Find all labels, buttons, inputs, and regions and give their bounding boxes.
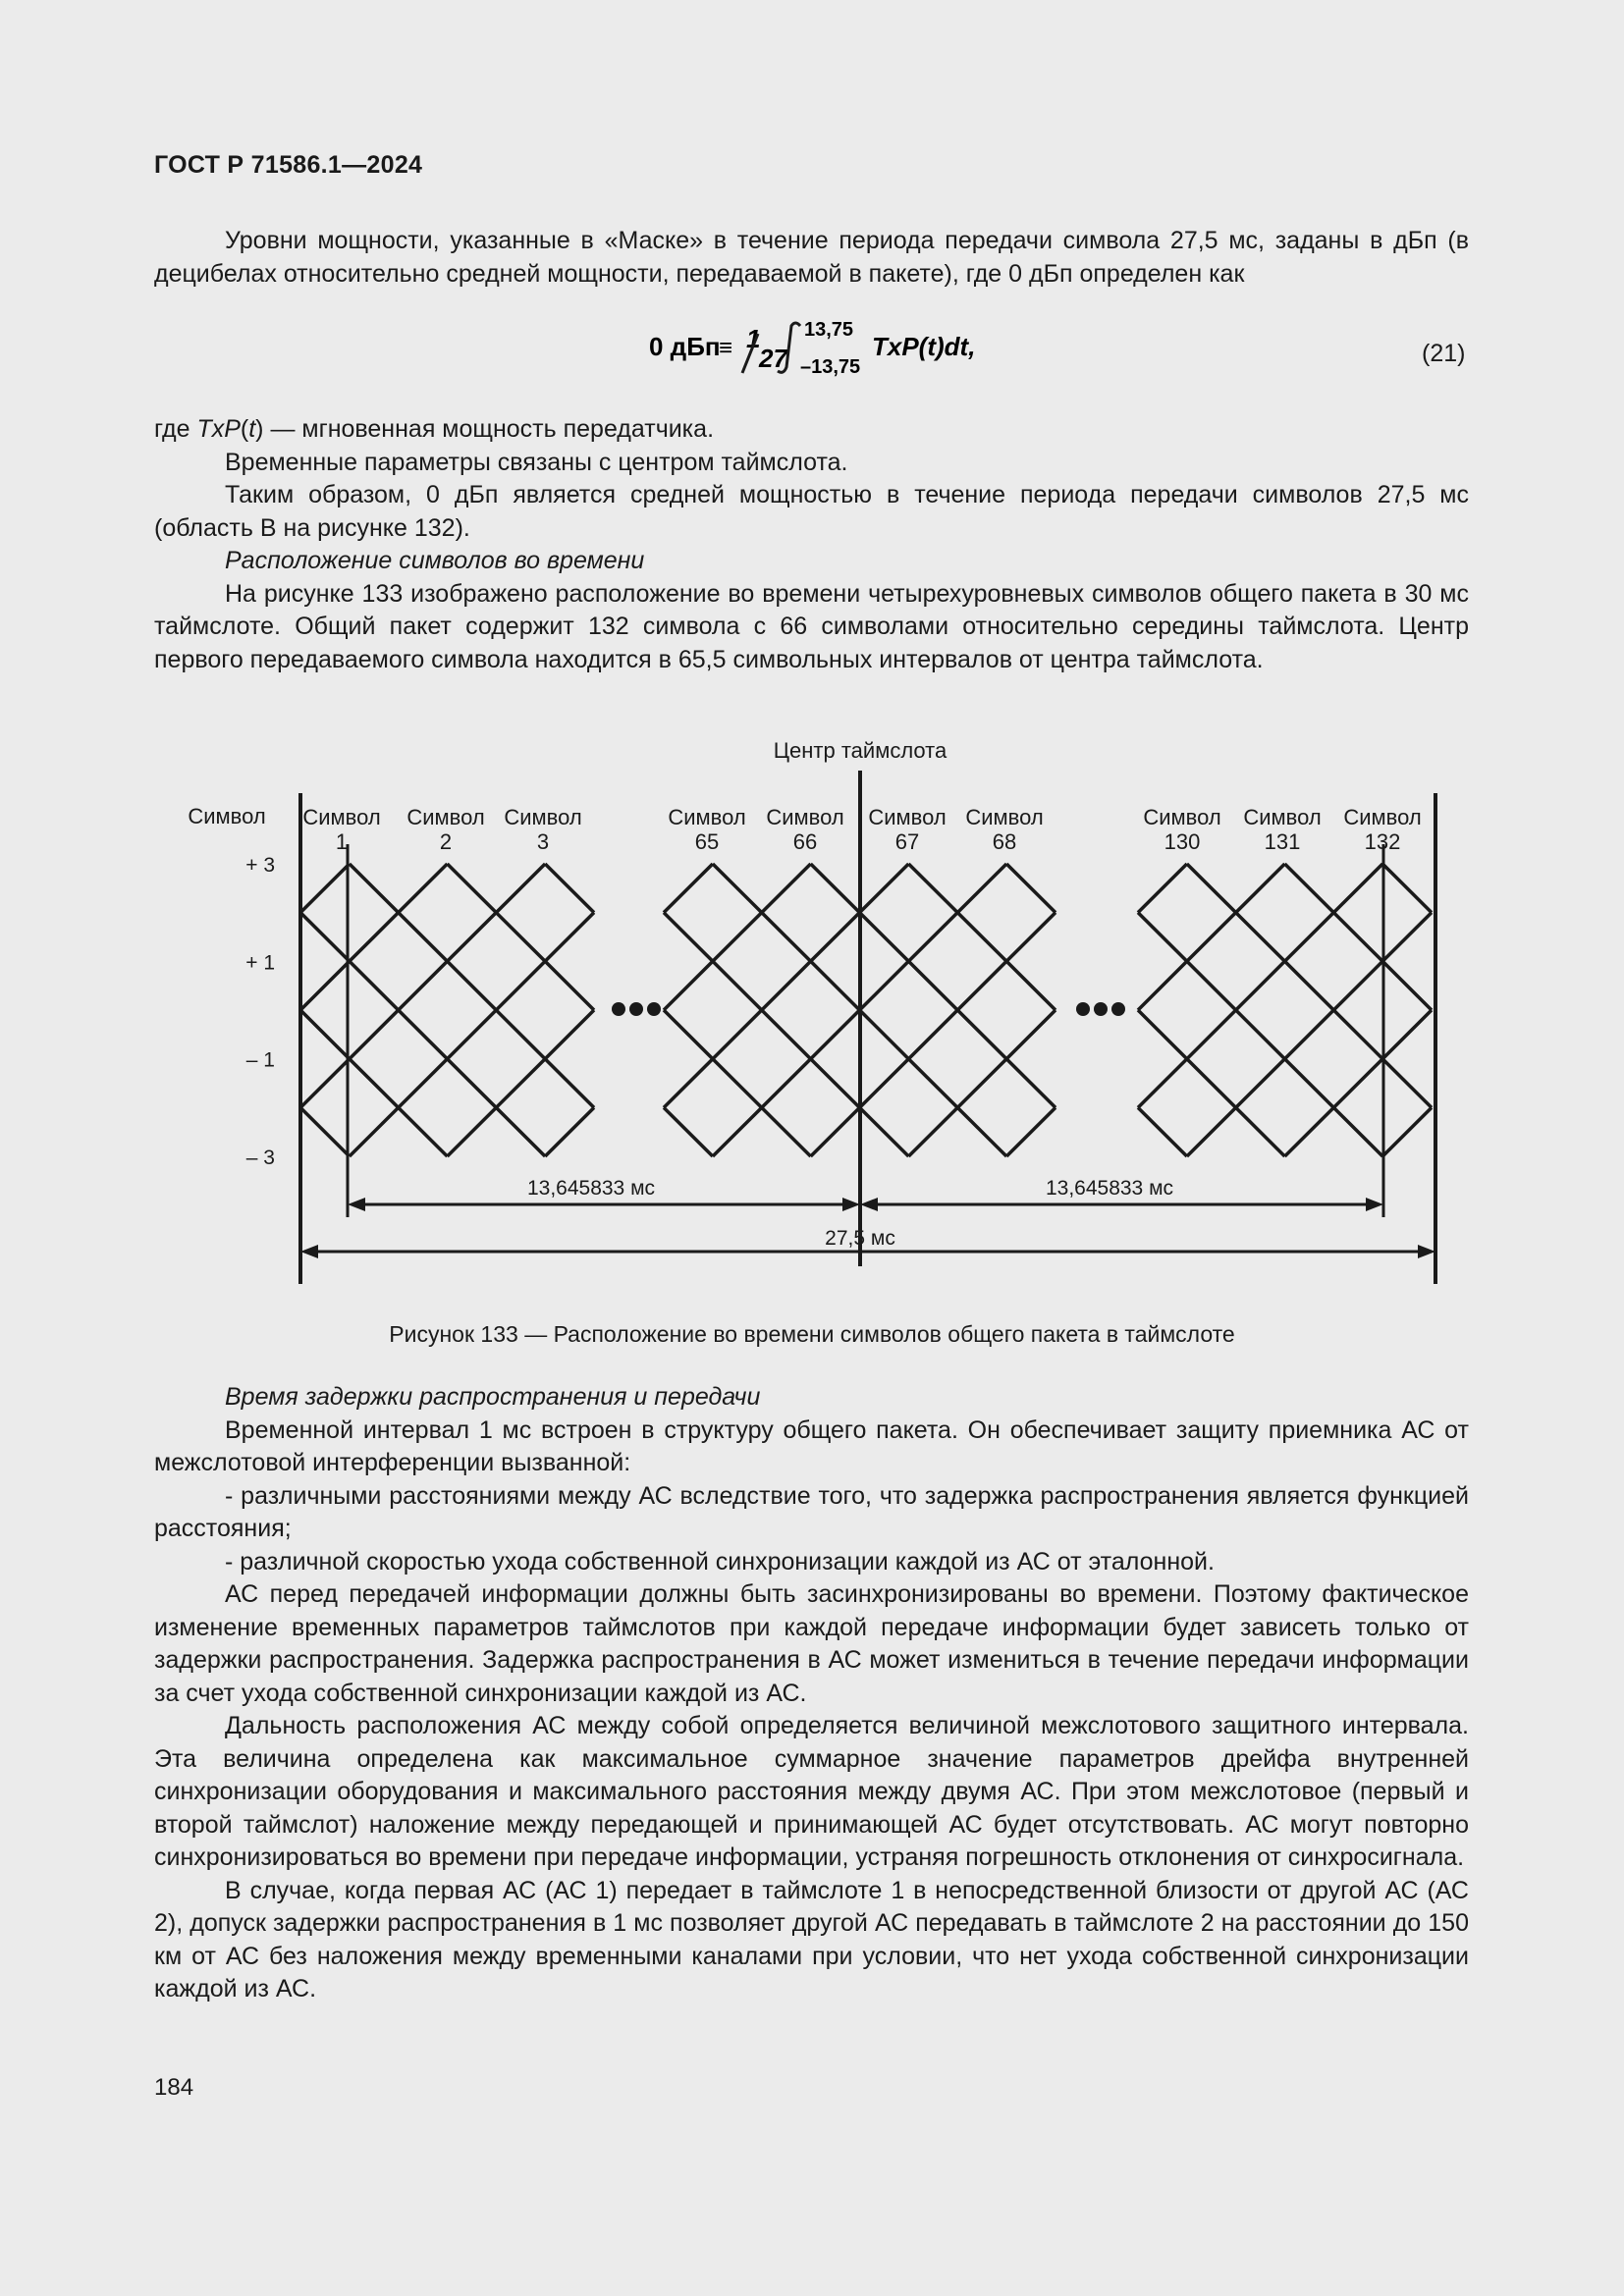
- eye-group-left-seg: [496, 961, 545, 1010]
- ellipsis-dot: [1094, 1002, 1108, 1016]
- eye-group-left-seg: [496, 1107, 545, 1156]
- eye-group-middle-seg: [957, 913, 1006, 962]
- eye-group-left-seg: [496, 1010, 545, 1059]
- formula-21: [0, 312, 1624, 381]
- symbol-word-label: Символ: [868, 805, 947, 829]
- eye-group-left-seg: [399, 913, 448, 962]
- eye-group-middle-seg: [957, 1010, 1006, 1059]
- formula-upper-limit: 13,75: [804, 319, 854, 341]
- body-paragraph-1: Временной интервал 1 мс встроен в структуру общего пакета. Он обеспечивает защиту приемника АС от межслотовой интерференции вызванной:: [154, 1415, 1469, 1476]
- eye-group-middle-seg: [908, 1010, 957, 1059]
- eye-group-middle-seg: [762, 1010, 811, 1059]
- level-label: – 3: [245, 1147, 275, 1169]
- eye-group-right-seg: [1236, 1107, 1285, 1156]
- ellipsis-dot: [1076, 1002, 1090, 1016]
- eye-group-middle-seg: [908, 864, 957, 913]
- where-prefix: где: [154, 415, 197, 443]
- level-label: + 3: [245, 854, 275, 877]
- formula-numerator: 1: [746, 324, 761, 353]
- symbol-number-label: 3: [536, 829, 550, 854]
- eye-group-right-seg: [1382, 913, 1432, 962]
- eye-group-right-seg: [1138, 864, 1187, 913]
- eye-group-middle-seg: [1006, 913, 1056, 962]
- eye-group-middle-seg: [664, 961, 713, 1010]
- symbol-word-label: Символ: [302, 805, 381, 829]
- eye-group-middle-seg: [713, 864, 762, 913]
- symbol-number-label: 132: [1364, 829, 1401, 854]
- eye-group-middle-seg: [811, 1010, 860, 1059]
- eye-group-left-seg: [399, 1059, 448, 1108]
- eye-group-middle-seg: [1006, 864, 1056, 913]
- eye-group-left-seg: [448, 1059, 497, 1108]
- symbol-number-label: 130: [1164, 829, 1201, 854]
- formula-lower-limit: –13,75: [800, 356, 861, 378]
- eye-group-right-seg: [1187, 864, 1236, 913]
- eye-group-left-seg: [448, 864, 497, 913]
- where-line: [154, 413, 1469, 447]
- eye-group-right-seg: [1236, 1010, 1285, 1059]
- eye-group-right-seg: [1187, 913, 1236, 962]
- eye-group-right-seg: [1382, 961, 1432, 1010]
- eye-group-left-seg: [350, 1107, 399, 1156]
- eye-group-left-seg: [448, 1107, 497, 1156]
- where-rest: ) — мгновенная мощность передатчика.: [255, 415, 715, 443]
- figure-labels: [188, 738, 1421, 1250]
- formula-denominator: 27: [759, 344, 787, 373]
- symbol-word-label: Символ: [965, 805, 1044, 829]
- eye-group-middle-seg: [713, 961, 762, 1010]
- symbol-number-label: 131: [1264, 829, 1301, 854]
- eye-group-right-seg: [1187, 1107, 1236, 1156]
- eye-group-left-seg: [300, 1059, 350, 1108]
- ellipsis-dot: [1111, 1002, 1125, 1016]
- eye-group-middle-seg: [713, 1107, 762, 1156]
- delay-heading: Время задержки распространения и передачи: [225, 1383, 761, 1411]
- eye-group-middle-seg: [811, 961, 860, 1010]
- thus-paragraph: Таким образом, 0 дБп является средней мощностью в течение периода передачи символов 27,5 мс (область В на рисунке 132).: [154, 481, 1469, 542]
- eye-group-right-seg: [1138, 913, 1187, 962]
- body-paragraph-5: Дальность расположения АС между собой определяется величиной межслотового защитного интервала. Эта величина определена как максимальное суммарное значение параметров дрейфа внутренней синхронизации оборудования и максимального расстояния между двумя АС. При этом межслотовое (первый и второй таймслот) наложение между передающей и принимающей АС будет отсутствовать. АС могут повторно синхронизироваться во времени при передаче информации, устраняя погрешность отклонения от синхросигнала.: [154, 1712, 1469, 1871]
- eye-group-middle-seg: [860, 1059, 909, 1108]
- eye-group-middle-seg: [860, 1107, 909, 1156]
- eye-group-middle-seg: [664, 864, 713, 913]
- eye-group-right-seg: [1382, 1107, 1432, 1156]
- eye-group-left-seg: [350, 1059, 399, 1108]
- ellipsis-dot: [647, 1002, 661, 1016]
- eye-group-left-seg: [350, 864, 399, 913]
- formula-integrand: TxP(t)dt,: [872, 332, 976, 361]
- eye-group-right-seg: [1382, 1059, 1432, 1108]
- symbol-number-label: 65: [694, 829, 720, 854]
- body-paragraph-4: АС перед передачей информации должны быть засинхронизированы во времени. Поэтому фактическое изменение временных параметров таймслотов при каждой передаче информации будет зависеть только от задержки распространения. Задержка распространения в АС может измениться в течение передачи информации за счет ухода собственной синхронизации каждой из АС.: [154, 1580, 1469, 1707]
- eye-group-left-seg: [448, 913, 497, 962]
- page-number: 184: [154, 2074, 194, 2101]
- eye-group-left-seg: [448, 1010, 497, 1059]
- eye-group-middle-seg: [762, 1107, 811, 1156]
- center-label: Центр таймслота: [773, 738, 947, 763]
- eye-group-middle-seg: [957, 961, 1006, 1010]
- eye-group-right-seg: [1285, 913, 1334, 962]
- eye-group-left-seg: [350, 1010, 399, 1059]
- eye-group-right-seg: [1333, 1059, 1382, 1108]
- eye-group-right-seg: [1333, 1010, 1382, 1059]
- eye-group-left-seg: [399, 961, 448, 1010]
- dimension-left-arrowhead-left: [348, 1198, 365, 1211]
- eye-group-left-seg: [496, 913, 545, 962]
- symbol-word-label: Символ: [668, 805, 746, 829]
- eye-group-middle-seg: [713, 1010, 762, 1059]
- eye-group-right-seg: [1187, 1059, 1236, 1108]
- eye-group-middle-seg: [664, 1010, 713, 1059]
- eye-group-left-seg: [300, 864, 350, 913]
- body-paragraph-6: В случае, когда первая АС (АС 1) передает в таймслоте 1 в непосредственной близости от другой АС (АС 2), допуск задержки распространения в 1 мс позволяет другой АС передавать в таймслоте 2 на расстоянии до 150 км от АС без наложения между временными каналами при условии, что нет ухода собственной синхронизации каждой из АС.: [154, 1876, 1469, 2002]
- eye-group-middle-seg: [811, 1107, 860, 1156]
- eye-group-middle-seg: [860, 864, 909, 913]
- eye-group-left-seg: [496, 1059, 545, 1108]
- eye-group-left-seg: [300, 1107, 350, 1156]
- eye-group-right-seg: [1285, 1059, 1334, 1108]
- eye-group-left-seg: [300, 913, 350, 962]
- level-label: + 1: [245, 951, 275, 975]
- eye-group-middle-seg: [664, 1107, 713, 1156]
- eye-group-right-seg: [1333, 913, 1382, 962]
- eye-group-middle-seg: [762, 913, 811, 962]
- dimension-total-label: 27,5 мс: [825, 1227, 895, 1250]
- eye-group-left-seg: [545, 913, 594, 962]
- symbol-word-label: Символ: [1243, 805, 1322, 829]
- params-paragraph: Временные параметры связаны с центром таймслота.: [225, 448, 848, 476]
- eye-group-middle-seg: [811, 913, 860, 962]
- eye-group-left-seg: [399, 1107, 448, 1156]
- eye-group-middle-seg: [762, 961, 811, 1010]
- eye-group-right-seg: [1333, 961, 1382, 1010]
- eye-group-right-seg: [1236, 961, 1285, 1010]
- dimension-total-arrowhead-right: [1418, 1245, 1435, 1258]
- eye-group-middle-seg: [908, 961, 957, 1010]
- symbol-number-label: 1: [335, 829, 349, 854]
- eye-group-right-seg: [1333, 864, 1382, 913]
- eye-group-right-seg: [1236, 864, 1285, 913]
- eye-group-middle-seg: [664, 1059, 713, 1108]
- symbol-word-label: Символ: [1343, 805, 1422, 829]
- ellipsis-dot: [629, 1002, 643, 1016]
- eye-group-left-seg: [300, 1010, 350, 1059]
- eye-group-left-seg: [545, 1107, 594, 1156]
- eye-group-middle-seg: [762, 1059, 811, 1108]
- symbol-word-label: Символ: [766, 805, 844, 829]
- after-formula-block: [154, 413, 1469, 676]
- eye-group-middle-seg: [1006, 961, 1056, 1010]
- eye-group-left-seg: [545, 961, 594, 1010]
- eye-group-left-seg: [399, 864, 448, 913]
- dimension-total-arrowhead-left: [300, 1245, 318, 1258]
- eye-group-middle-seg: [811, 1059, 860, 1108]
- eye-group-middle-seg: [1006, 1010, 1056, 1059]
- eye-group-left-seg: [545, 864, 594, 913]
- level-label: – 1: [245, 1048, 275, 1072]
- symbol-number-label: 66: [792, 829, 818, 854]
- eye-group-middle-seg: [811, 864, 860, 913]
- figure-caption: Рисунок 133 — Расположение во времени символов общего пакета в таймслоте: [389, 1321, 1235, 1347]
- symbol-number-label: 67: [894, 829, 920, 854]
- eye-group-right-seg: [1285, 864, 1334, 913]
- figure-intro-paragraph: На рисунке 133 изображено расположение во времени четырехуровневых символов общего пакета в 30 мс таймслоте. Общий пакет содержит 132 символа с 66 символами относительно середины таймслота. Центр первого передаваемого символа находится в 65,5 символьных интервалов от центра таймслота.: [154, 579, 1469, 673]
- eye-group-middle-seg: [713, 913, 762, 962]
- axis-title: Символ: [188, 804, 266, 828]
- eye-group-right-seg: [1138, 1059, 1187, 1108]
- eye-group-middle-seg: [908, 1107, 957, 1156]
- eye-group-middle-seg: [762, 864, 811, 913]
- eye-group-middle-seg: [664, 913, 713, 962]
- formula-lhs: 0 дБп: [649, 332, 721, 361]
- layout-heading: Расположение символов во времени: [225, 547, 645, 574]
- intro-block: [154, 225, 1469, 291]
- symbol-word-label: Символ: [1143, 805, 1221, 829]
- eye-group-middle-seg: [957, 1107, 1006, 1156]
- body-block: [154, 1381, 1469, 2006]
- symbol-word-label: Символ: [504, 805, 582, 829]
- eye-group-left-seg: [496, 864, 545, 913]
- dimension-left-label: 13,645833 мс: [526, 1177, 656, 1200]
- dimension-left-arrowhead-right: [842, 1198, 860, 1211]
- symbol-number-label: 68: [992, 829, 1017, 854]
- eye-group-middle-seg: [1006, 1107, 1056, 1156]
- eye-group-right-seg: [1382, 864, 1432, 913]
- eye-group-left-seg: [300, 961, 350, 1010]
- eye-group-right-seg: [1236, 913, 1285, 962]
- dimension-right-label: 13,645833 мс: [1045, 1177, 1174, 1200]
- eye-group-right-seg: [1333, 1107, 1382, 1156]
- eye-group-middle-seg: [957, 1059, 1006, 1108]
- where-t: t: [248, 415, 256, 443]
- eye-group-right-seg: [1382, 1010, 1432, 1059]
- eye-group-left-seg: [350, 913, 399, 962]
- eye-group-middle-seg: [908, 913, 957, 962]
- eye-group-middle-seg: [713, 1059, 762, 1108]
- ellipsis-dot: [612, 1002, 625, 1016]
- eye-group-middle-seg: [957, 864, 1006, 913]
- eye-group-left-seg: [399, 1010, 448, 1059]
- symbol-word-label: Символ: [406, 805, 485, 829]
- eye-group-middle-seg: [860, 961, 909, 1010]
- eye-group-right-seg: [1138, 1107, 1187, 1156]
- where-symbol: TxP: [196, 415, 241, 443]
- eye-group-middle-seg: [860, 1010, 909, 1059]
- eye-group-right-seg: [1138, 1010, 1187, 1059]
- eye-group-right-seg: [1187, 961, 1236, 1010]
- document-header: ГОСТ Р 71586.1—2024: [154, 151, 423, 179]
- eye-group-right-seg: [1285, 1010, 1334, 1059]
- eye-group-right-seg: [1138, 961, 1187, 1010]
- eye-group-left-seg: [545, 1010, 594, 1059]
- body-paragraph-3: - различной скоростью ухода собственной синхронизации каждой из АС от эталонной.: [225, 1547, 1215, 1575]
- eye-group-left-seg: [545, 1059, 594, 1108]
- symbol-number-label: 2: [439, 829, 453, 854]
- dimension-right-arrowhead-left: [860, 1198, 878, 1211]
- equation-number: (21): [1422, 340, 1466, 367]
- eye-group-left-seg: [448, 961, 497, 1010]
- eye-group-left-seg: [350, 961, 399, 1010]
- formula-equiv: ≡: [719, 335, 733, 361]
- eye-group-middle-seg: [860, 913, 909, 962]
- eye-group-middle-seg: [1006, 1059, 1056, 1108]
- dimension-right-arrowhead-right: [1366, 1198, 1383, 1211]
- where-open: (: [240, 415, 249, 443]
- figure-133: [0, 726, 1624, 1296]
- eye-group-right-seg: [1236, 1059, 1285, 1108]
- eye-group-right-seg: [1187, 1010, 1236, 1059]
- eye-group-right-seg: [1285, 1107, 1334, 1156]
- eye-group-right-seg: [1285, 961, 1334, 1010]
- eye-group-middle-seg: [908, 1059, 957, 1108]
- intro-paragraph: Уровни мощности, указанные в «Маске» в течение периода передачи символа 27,5 мс, заданы в дБп (в децибелах относительно средней мощности, передаваемой в пакете), где 0 дБп определен как: [154, 227, 1469, 288]
- body-paragraph-2: - различными расстояниями между АС вследствие того, что задержка распространения является функцией расстояния;: [154, 1481, 1469, 1542]
